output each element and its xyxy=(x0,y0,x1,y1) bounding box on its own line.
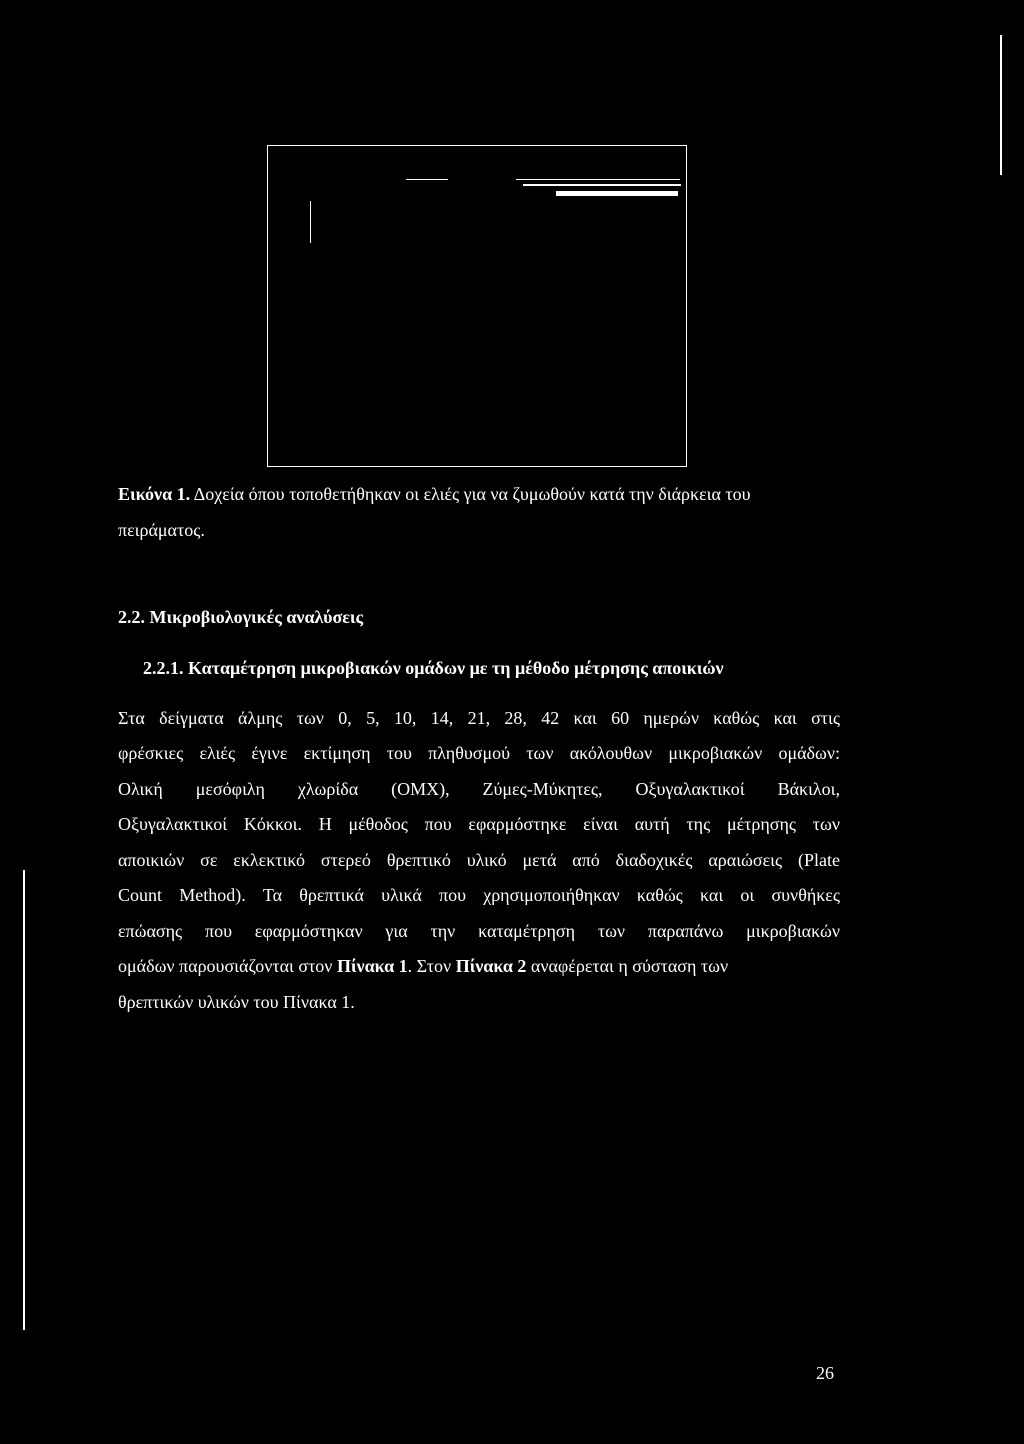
figure-image-detail xyxy=(523,184,681,186)
paragraph-text: . Στον xyxy=(407,956,456,976)
section-heading: 2.2. Μικροβιολογικές αναλύσεις xyxy=(118,607,364,627)
paragraph-line: φρέσκιες ελιές έγινε εκτίμηση του πληθυσμού των ακόλουθων μικροβιακών ομάδων: xyxy=(118,743,840,763)
figure-caption-label: Εικόνα 1. xyxy=(118,484,191,504)
figure-image-detail xyxy=(556,191,678,196)
paragraph-line: Ολική μεσόφιλη χλωρίδα (ΟΜΧ), Ζύμες-Μύκητες, Οξυγαλακτικοί Βάκιλοι, xyxy=(118,779,840,799)
paragraph-line: Στα δείγματα άλμης των 0, 5, 10, 14, 21, 28, 42 και 60 ημερών καθώς και στις xyxy=(118,708,840,728)
table-reference: Πίνακα 1 xyxy=(336,956,408,976)
paragraph-text: αναφέρεται η σύσταση των xyxy=(526,956,729,976)
paragraph-text: ομάδων παρουσιάζονται στον xyxy=(118,956,337,976)
paragraph-line: θρεπτικών υλικών του Πίνακα 1. xyxy=(118,992,355,1012)
figure-image-detail xyxy=(406,179,448,180)
page-number: 26 xyxy=(816,1363,834,1383)
subsection-heading: 2.2.1. Καταμέτρηση μικροβιακών ομάδων με τη μέθοδο μέτρησης αποικιών xyxy=(143,658,724,678)
paragraph-line: αποικιών σε εκλεκτικό στερεό θρεπτικό υλικό μετά από διαδοχικές αραιώσεις (Plate xyxy=(118,850,840,870)
figure-caption-continuation: πειράματος. xyxy=(118,520,205,540)
figure-caption-text: Δοχεία όπου τοποθετήθηκαν οι ελιές για να ζυμωθούν κατά την διάρκεια του xyxy=(193,484,751,504)
paragraph-line: Οξυγαλακτικοί Κόκκοι. Η μέθοδος που εφαρμόστηκε είναι αυτή της μέτρησης των xyxy=(118,814,840,834)
figure-image-detail xyxy=(310,201,311,243)
paragraph-line: επώασης που εφαρμόστηκαν για την καταμέτρηση των παραπάνω μικροβιακών xyxy=(118,921,840,941)
paragraph-line: Count Method). Τα θρεπτικά υλικά που χρησιμοποιήθηκαν καθώς και οι συνθήκες xyxy=(118,885,840,905)
scan-edge-line-right xyxy=(1000,35,1002,175)
figure-image-detail xyxy=(516,179,680,180)
paragraph-line xyxy=(118,955,728,977)
figure-caption xyxy=(118,483,751,505)
table-reference: Πίνακα 2 xyxy=(455,956,527,976)
figure-image-frame xyxy=(267,145,687,467)
scan-edge-line-left xyxy=(23,870,25,1330)
